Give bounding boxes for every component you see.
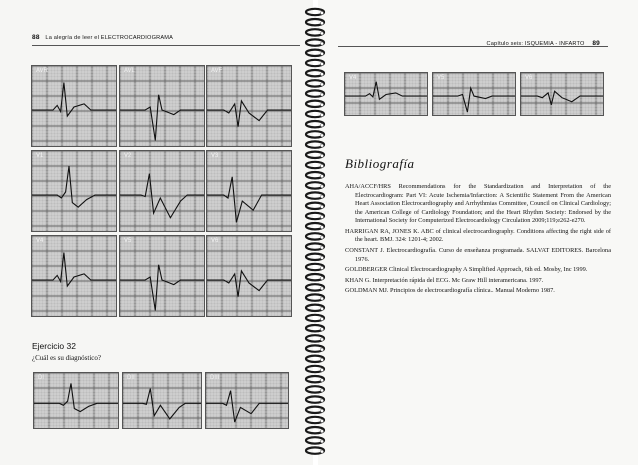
exercise-question: ¿Cuál es su diagnóstico? xyxy=(32,354,102,362)
running-head-left xyxy=(32,34,173,41)
ecg-grid xyxy=(207,66,291,146)
lead-label: V2 xyxy=(124,153,132,159)
ecg-grid xyxy=(521,73,603,115)
ecg-grid xyxy=(433,73,515,115)
strip-v4 xyxy=(344,72,428,116)
lead-label: AVF xyxy=(211,68,223,74)
ecg-grid xyxy=(206,373,288,428)
lead-label: V4 xyxy=(36,238,44,244)
ecg-grid xyxy=(120,66,204,146)
spiral-binding xyxy=(302,0,328,465)
page-number-right: 89 xyxy=(592,40,600,47)
lead-label: DIII xyxy=(210,375,220,381)
lead-label: V6 xyxy=(211,238,219,244)
strip-v5 xyxy=(432,72,516,116)
ecg-grid xyxy=(207,151,291,231)
reference-item: HARRIGAN RA, JONES K. ABC of clinical electrocardiography. Conditions affecting the right side of the heart. BMJ. 324: 1201-4; 2002. xyxy=(345,227,611,244)
header-rule-left xyxy=(32,45,300,46)
ecg-grid xyxy=(345,73,427,115)
ecg-lead-avl xyxy=(119,65,205,147)
strip-v6 xyxy=(520,72,604,116)
lead-label: DI xyxy=(38,375,44,381)
exercise-title: Ejercicio 32 xyxy=(32,341,76,351)
page-number-left: 88 xyxy=(32,34,40,41)
ecg-grid xyxy=(120,236,204,316)
exercise-strip-dii xyxy=(122,372,202,429)
lead-label: V5 xyxy=(124,238,132,244)
ecg-lead-v4 xyxy=(31,235,117,317)
ecg-grid xyxy=(32,151,116,231)
lead-label: V3 xyxy=(211,153,219,159)
ecg-grid xyxy=(34,373,118,428)
reference-item: AHA/ACCF/HRS Recommendations for the Standardization and Interpretation of the Electrocardiogram: Part VI: Acute Ischemia/Infarction: A Scientific Statement From the American Heart Association Electrocardiography and Arrhythmias Committee, Council on Clinical Cardiology; the American College of Cardiology Foundation; and the Heart Rhythm Society: Endorsed by the International Society for Computerized Electrocardiology Circulation 2009;119;e262-e270. xyxy=(345,183,611,225)
ecg-lead-v6 xyxy=(206,235,292,317)
running-head-right-text: Capítulo seis: ISQUEMIA - INFARTO xyxy=(486,41,585,47)
lead-label: V6 xyxy=(525,75,533,81)
reference-item: KHAN G. Interpretación rápida del ECG. Mc Graw Hill interamericana. 1997. xyxy=(345,276,544,284)
ecg-grid xyxy=(32,66,116,146)
ecg-lead-v2 xyxy=(119,150,205,232)
ecg-grid xyxy=(207,236,291,316)
running-head-left-text: La alegría de leer el ELECTROCARDIOGRAMA xyxy=(45,35,174,41)
lead-label: V4 xyxy=(349,75,357,81)
running-head-right xyxy=(486,40,600,47)
ecg-lead-v3 xyxy=(206,150,292,232)
reference-item: GOLDBERGER Clinical Electrocardiography A Simplified Approach, 6th ed. Mosby, Inc 1999. xyxy=(345,266,588,274)
reference-item: CONSTANT J. Electrocardiografía. Curso de enseñanza programada. SALVAT EDITORES. Barcelona 1976. xyxy=(345,246,611,263)
ecg-lead-avf xyxy=(206,65,292,147)
ecg-grid xyxy=(120,151,204,231)
lead-label: V1 xyxy=(36,153,44,159)
lead-label: AVR xyxy=(36,68,48,74)
lead-label: V5 xyxy=(437,75,445,81)
left-page xyxy=(0,0,313,465)
exercise-strip-diii xyxy=(205,372,289,429)
reference-item: GOLDMAN MJ. Principios de electrocardiografía clínica.. Manual Moderno 1987. xyxy=(345,287,555,295)
ecg-grid xyxy=(32,236,116,316)
exercise-strip-di xyxy=(33,372,119,429)
ecg-lead-v1 xyxy=(31,150,117,232)
ecg-grid xyxy=(123,373,201,428)
bibliography-title: Bibliografía xyxy=(345,156,415,171)
ecg-lead-v5 xyxy=(119,235,205,317)
ecg-lead-avr xyxy=(31,65,117,147)
lead-label: DII xyxy=(127,375,135,381)
lead-label: AVL xyxy=(124,68,135,74)
reference-list xyxy=(345,183,611,298)
